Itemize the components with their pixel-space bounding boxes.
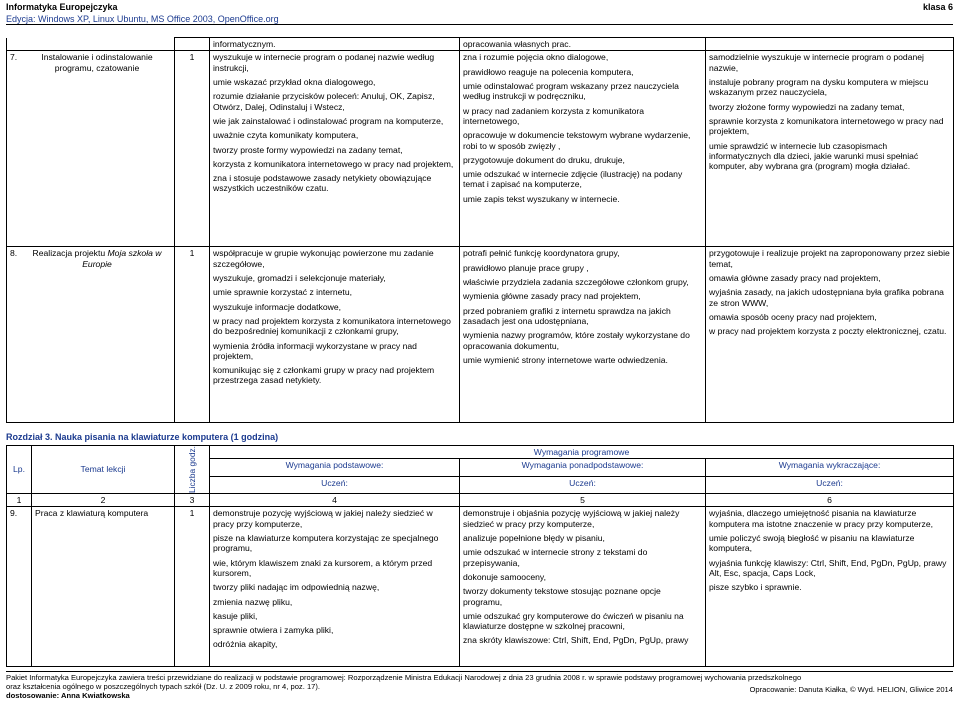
lesson-number: 7. xyxy=(10,52,18,63)
basic-header: Wymagania podstawowe: xyxy=(210,459,460,476)
col-topic-header: Temat lekcji xyxy=(32,446,175,494)
extended-requirements: potrafi pełnić funkcję koordynatora grupy, prawidłowo planuje prace grupy , właściwie przydziela zadania szczegółowe członkom grupy, wymienia główne zasady pracy nad projektem, przed pobraniem grafiki z internetu sprawdza na jakich zasadach jest ona udostępniana, wymienia nazwy programów, które zostały wykorzystane do opracowania dokumentu, umie wymienić strony internetowe warte odwiedzenia. xyxy=(460,247,706,423)
column-numbers-row xyxy=(7,494,954,507)
footer-line: oraz kształcenia ogólnego w poszczególnych typach szkół (Dz. U. z 2009 roku, nr 4, poz. 17). xyxy=(6,682,321,692)
extended-requirements: zna i rozumie pojęcia okno dialogowe, prawidłowo reaguje na polecenia komputera, umie odinstalować program wskazany przez nauczyciela według instrukcji w podręczniku, w pracy nad zadaniem korzysta z komunikatora internetowego, opracowuje w dokumencie tekstowym wybrane wydarzenie, robi to w sposób zwięzły , przygotowuje dokument do druku, drukuje, umie odszukać w internecie zdjęcie (ilustrację) na podany temat i zapisać na komputerze, umie zapis tekst wyszukany w internecie. xyxy=(460,51,706,247)
student-label: Uczeń: xyxy=(210,476,460,493)
col-number: 3 xyxy=(175,494,210,507)
advanced-requirements: wyjaśnia, dlaczego umiejętność pisania na klawiaturze komputera ma istotne znaczenie w pracy przy komputerze, umie policzyć swoją biegłość w pisaniu na klawiaturze komputera, wyjaśnia funkcję klawiszy: Ctrl, Shift, End, PgDn, PgUp, prawy Alt, Esc, spacja, Caps Lock, pisze szybko i sprawnie. xyxy=(706,507,954,667)
lesson-topic: Realizacja projektu Moja szkoła w Europie xyxy=(32,248,162,269)
class-label: klasa 6 xyxy=(922,2,953,12)
advanced-requirements: samodzielnie wyszukuje w internecie program o podanej nazwie, instaluje pobrany program na dysku komputera w miejscu wskazanym przez nauczyciela, tworzy złożone formy wypowiedzi na zadany temat, sprawnie korzysta z komunikatora internetowego w pracy nad projektem, umie sprawdzić w internecie lub czasopismach informatycznych dla dzieci, jakie warunki musi spełniać komputer, aby wybrana gra (program) mogła działać. xyxy=(706,51,954,247)
edition-subtitle: Edycja: Windows XP, Linux Ubuntu, MS Office 2003, OpenOffice.org xyxy=(6,14,279,24)
cont-basic: informatycznym. xyxy=(210,38,460,51)
page-footer xyxy=(6,671,953,700)
footer-credits: Opracowanie: Danuta Kiałka, © Wyd. HELION, Gliwice 2014 xyxy=(749,685,953,694)
col-lp-header: Lp. xyxy=(7,446,32,494)
lesson-cell xyxy=(7,247,175,423)
col-number: 6 xyxy=(706,494,954,507)
page-header xyxy=(6,2,953,25)
table-row xyxy=(7,51,954,247)
col-number: 1 xyxy=(7,494,32,507)
extended-header: Wymagania ponadpodstawowe: xyxy=(460,459,706,476)
cont-extended: opracowania własnych prac. xyxy=(460,38,706,51)
basic-requirements: demonstruje pozycję wyjściową w jakiej należy siedzieć w pracy przy komputerze, pisze na klawiaturze komputera korzystając ze specjalnego programu, wie, którym klawiszem znaki za kursorem, a którym przed kursorem, tworzy pliki nadając im odpowiednią nazwę, zmienia nazwę pliku, kasuje pliki, sprawnie otwiera i zamyka pliki, odróżnia akapity, xyxy=(210,507,460,667)
hours: 1 xyxy=(175,507,210,667)
header-row xyxy=(7,446,954,459)
footer-adaptation: dostosowanie: Anna Kwiatkowska xyxy=(6,691,130,701)
hours: 1 xyxy=(175,51,210,247)
advanced-header: Wymagania wykraczające: xyxy=(706,459,954,476)
lesson-number: 9. xyxy=(7,507,32,667)
basic-requirements: współpracuje w grupie wykonując powierzone mu zadanie szczegółowe, wyszukuje, gromadzi i selekcjonuje materiały, umie sprawnie korzystać z internetu, wyszukuje informacje dodatkowe, w pracy nad projektem korzysta z komunikatora internetowego do bezpośredniej komunikacji z członkami grupy, wymienia źródła informacji wykorzystane w pracy nad projektem, komunikując się z członkami grupy w pracy nad projektem przestrzega zasad netykiety. xyxy=(210,247,460,423)
lesson-cell xyxy=(7,51,175,247)
student-label: Uczeń: xyxy=(706,476,954,493)
basic-requirements: wyszukuje w internecie program o podanej nazwie według instrukcji, umie wskazać przykład okna dialogowego, rozumie działanie przycisków poleceń: Anuluj, OK, Zapisz, Otwórz, Dalej, Odinstaluj i Wstecz, wie jak zainstalować i odinstalować program na komputerze, uważnie czyta komunikaty komputera, tworzy proste formy wypowiedzi na zadany temat, korzysta z komunikatora internetowego w pracy nad projektem, zna i stosuje podstawowe zasady netykiety obowiązujące wszystkich uczestników czatu. xyxy=(210,51,460,247)
requirements-header: Wymagania programowe xyxy=(210,446,954,459)
table-row xyxy=(7,247,954,423)
lesson-number: 8. xyxy=(10,248,18,259)
col-hours-header: Liczba godz. xyxy=(175,446,210,494)
requirements-table-continued xyxy=(6,37,954,423)
continuation-row xyxy=(7,38,954,51)
extended-requirements: demonstruje i objaśnia pozycję wyjściową w jakiej należy siedzieć w pracy przy komputerze, analizuje popełnione błędy w pisaniu, umie odszukać w internecie strony z tekstami do przepisywania, dokonuje samooceny, tworzy dokumenty tekstowe stosując poznane opcje programu, umie odszukać gry komputerowe do ćwiczeń w pisaniu na klawiaturze dostępne w szkolnej pracowni, zna skróty klawiszowe: Ctrl, Shift, End, PgDn, PgUp, prawy xyxy=(460,507,706,667)
book-title: Informatyka Europejczyka xyxy=(6,2,118,12)
col-number: 4 xyxy=(210,494,460,507)
col-number: 2 xyxy=(32,494,175,507)
section-title: Rozdział 3. Nauka pisania na klawiaturze komputera (1 godzina) xyxy=(6,432,279,442)
hours: 1 xyxy=(175,247,210,423)
footer-line: Pakiet Informatyka Europejczyka zawiera treści przewidziane do realizacji w podstawie programowej: Rozporządzenie Ministra Edukacji Narodowej z dnia 23 grudnia 2008 r. w sprawie podstawy programowej wychowania przedszkolnego xyxy=(6,673,802,682)
col-number: 5 xyxy=(460,494,706,507)
requirements-table xyxy=(6,445,954,667)
lesson-topic: Praca z klawiaturą komputera xyxy=(32,507,175,667)
table-row xyxy=(7,507,954,667)
advanced-requirements: przygotowuje i realizuje projekt na zaproponowany przez siebie temat, omawia główne zasady pracy nad projektem, wyjaśnia zasady, na jakich udostępniana była grafika pobrana ze stron WWW, omawia sposób oceny pracy nad projektem, w pracy nad projektem korzysta z poczty elektronicznej, czatu. xyxy=(706,247,954,423)
student-label: Uczeń: xyxy=(460,476,706,493)
lesson-topic: Instalowanie i odinstalowanie programu, czatowanie xyxy=(41,52,153,73)
